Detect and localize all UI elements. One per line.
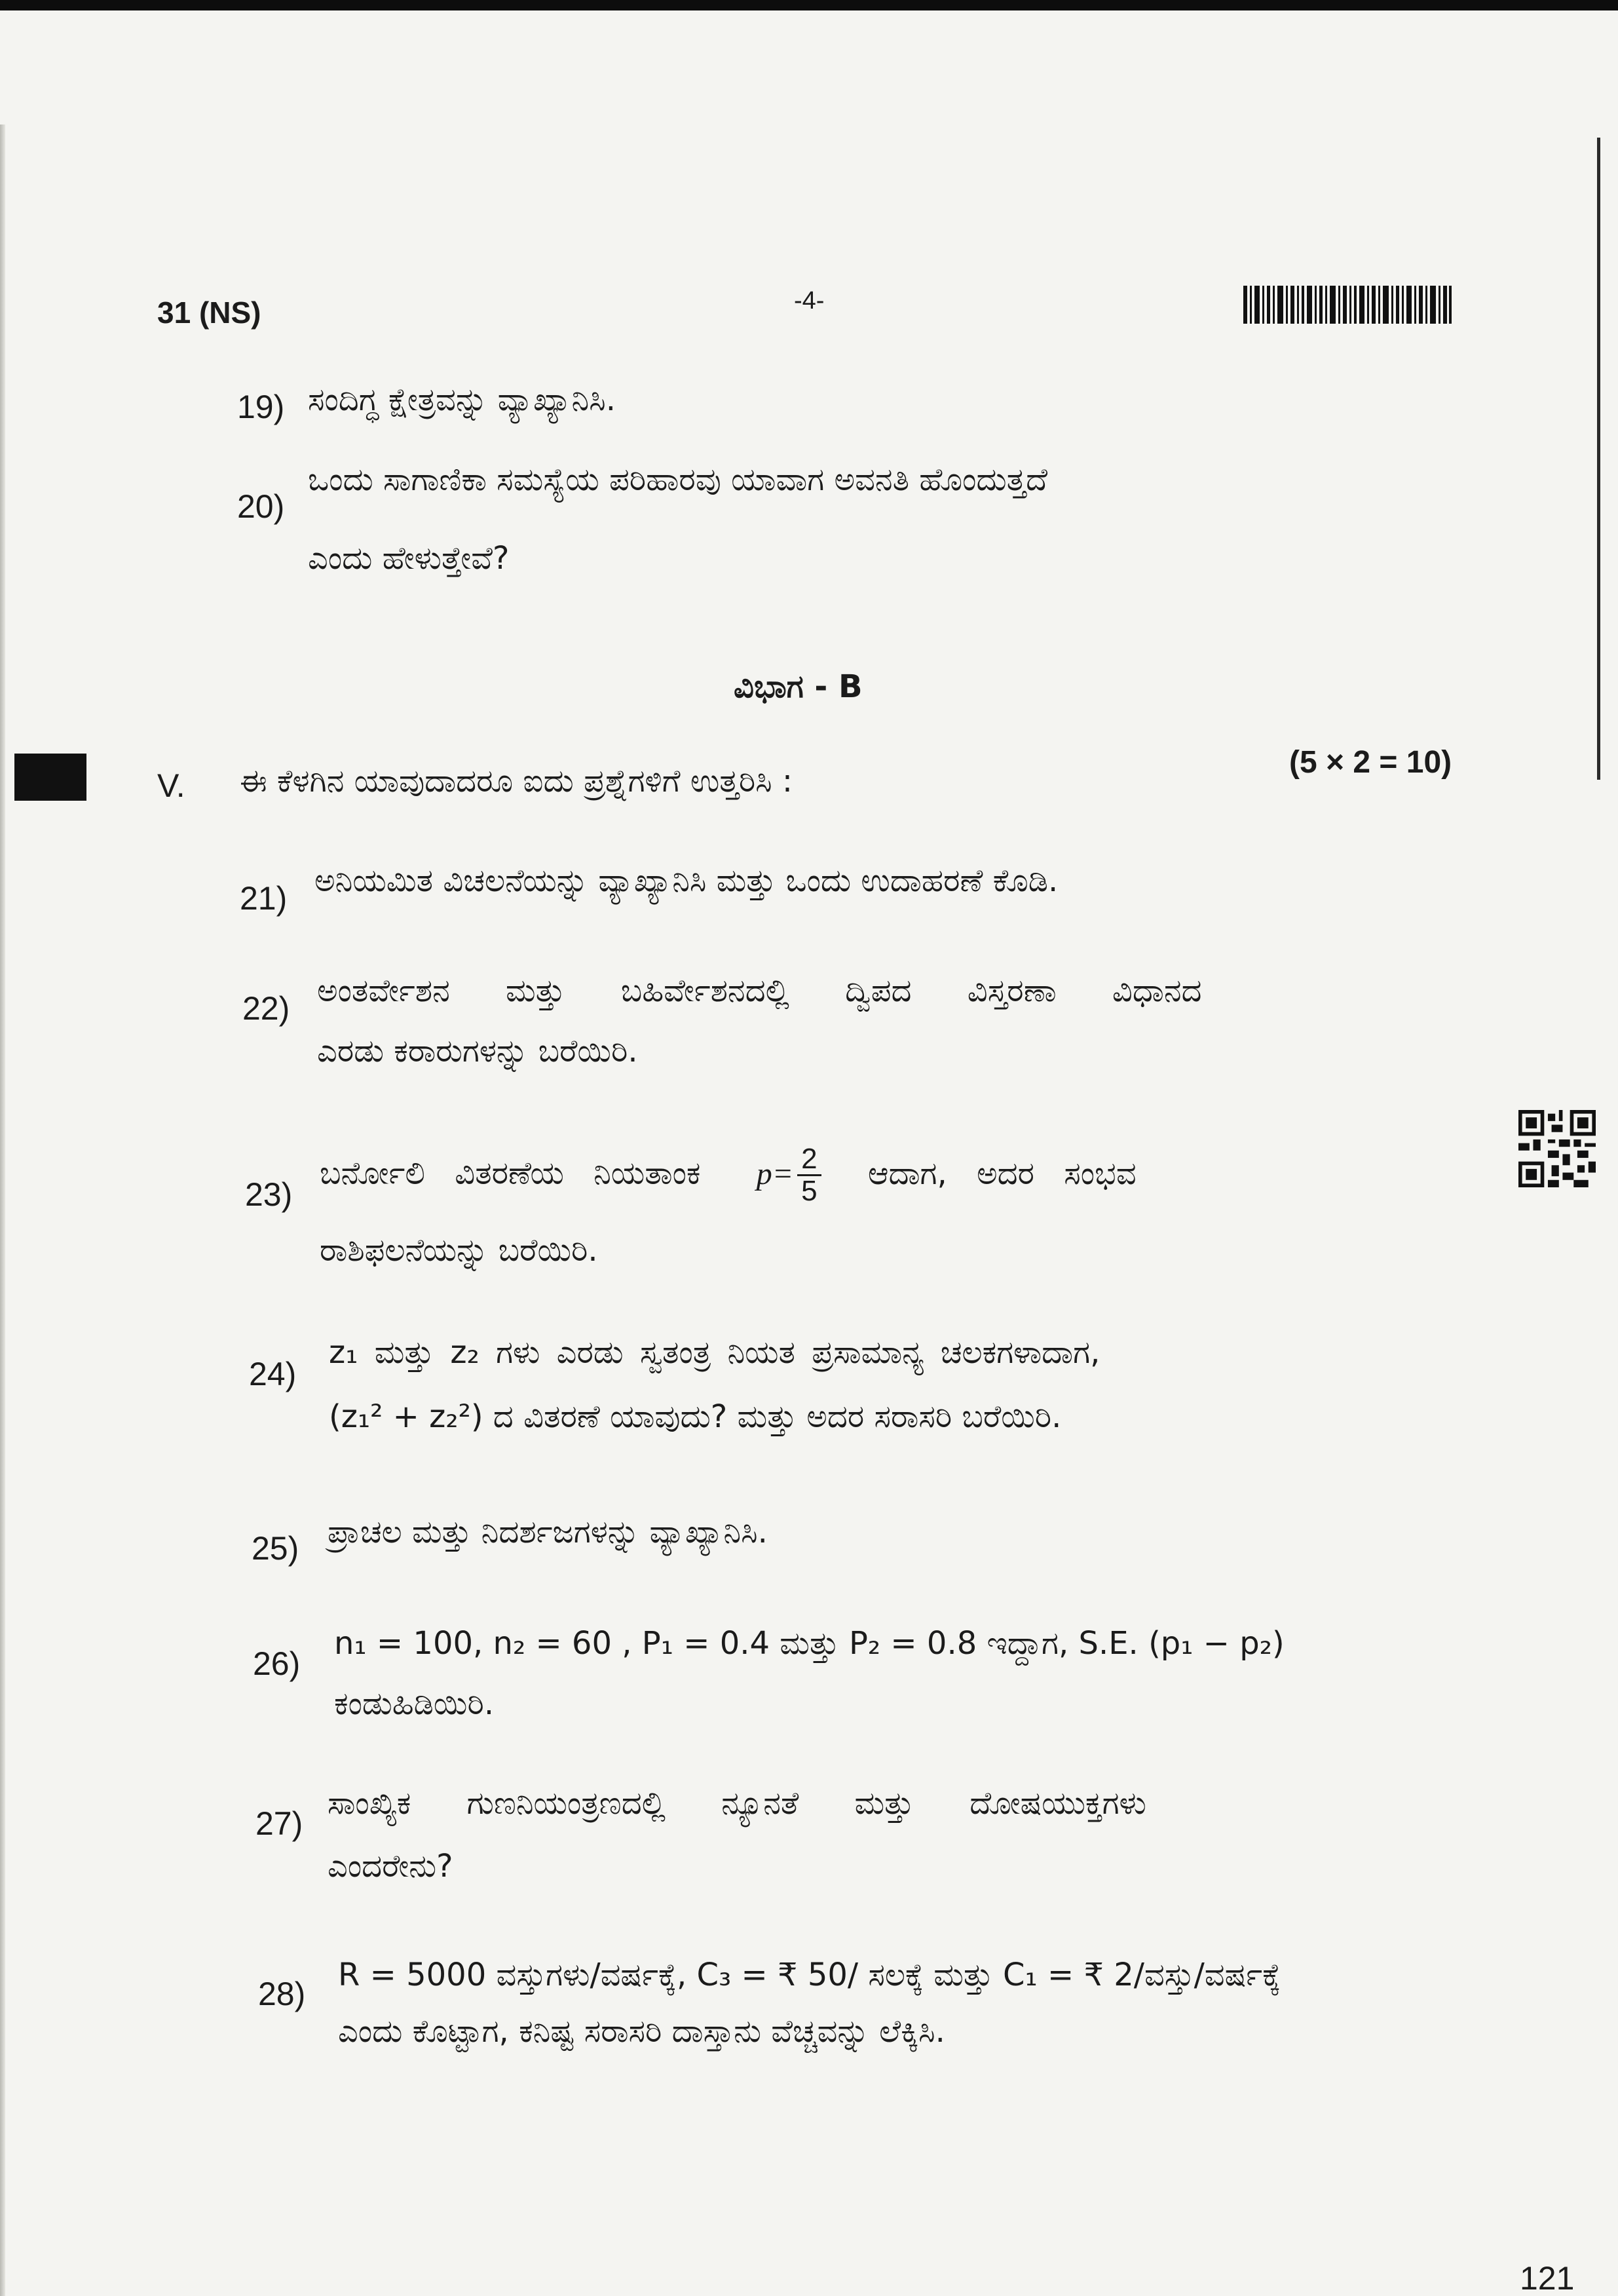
question-text-line-2: ಎಂದರೇನು? — [328, 1848, 453, 1885]
fraction-denominator: 5 — [801, 1175, 818, 1208]
question-text-part-2: ಆದಾಗ, ಅದರ ಸಂಭವ — [867, 1155, 1137, 1192]
paper-code: 31 (NS) — [157, 296, 261, 330]
question-number: 26) — [253, 1645, 301, 1682]
variable-p: p= — [756, 1156, 794, 1191]
question-number: 24) — [249, 1356, 297, 1392]
question-number: 27) — [255, 1805, 303, 1842]
fraction-numerator: 2 — [797, 1144, 821, 1176]
section-marks: (5 × 2 = 10) — [1289, 745, 1452, 780]
footer-page-number: 121 — [1520, 2260, 1575, 2296]
question-text-line-2: (z₁² + z₂²) ದ ವಿತರಣೆ ಯಾವುದು? ಮತ್ತು ಅದರ ಸರಾಸರಿ ಬರೆಯಿರಿ. — [329, 1398, 1062, 1435]
left-binding-edge — [0, 124, 5, 2296]
registration-mark — [14, 754, 86, 801]
question-text-line-1: z₁ ಮತ್ತು z₂ ಗಳು ಎರಡು ಸ್ವತಂತ್ರ ನಿಯತ ಪ್ರಸಾಮಾನ್ಯ ಚಲಕಗಳಾದಾಗ, — [329, 1334, 1101, 1371]
question-text-part-1: ಬರ್ನೋಲಿ ವಿತರಣೆಯ ನಿಯತಾಂಕ — [320, 1155, 701, 1192]
question-text-line-1: ಅಂತರ್ವೇಶನ ಮತ್ತು ಬಹಿರ್ವೇಶನದಲ್ಲಿ ದ್ವಿಪದ ವಿಸ್ತರಣಾ ವಿಧಾನದ — [317, 972, 1202, 1009]
section-title: ವಿಭಾಗ - B — [734, 668, 863, 705]
right-margin-rule — [1597, 138, 1600, 780]
question-number: 21) — [240, 880, 288, 917]
question-text-line-1: R = 5000 ವಸ್ತುಗಳು/ವರ್ಷಕ್ಕೆ, C₃ = ₹ 50/ ಸಲಕ್ಕೆ ಮತ್ತು C₁ = ₹ 2/ವಸ್ತು/ವರ್ಷಕ್ಕೆ — [338, 1957, 1281, 1993]
top-border — [0, 0, 1618, 10]
question-text-line-1: ಸಾಂಖ್ಯಿಕ ಗುಣನಿಯಂತ್ರಣದಲ್ಲಿ ನ್ಯೂನತೆ ಮತ್ತು ದೋಷಯುಕ್ತಗಳು — [328, 1785, 1146, 1822]
question-text-line-2: ಎಂದು ಹೇಳುತ್ತೇವೆ? — [308, 540, 510, 577]
question-text-line-2: ಕಂಡುಹಿಡಿಯಿರಿ. — [334, 1685, 495, 1722]
question-text: ಸಂದಿಗ್ಧ ಕ್ಷೇತ್ರವನ್ನು ವ್ಯಾಖ್ಯಾನಿಸಿ. — [308, 381, 616, 418]
barcode-icon — [1243, 286, 1452, 324]
question-text: ಅನಿಯಮಿತ ವಿಚಲನೆಯನ್ನು ವ್ಯಾಖ್ಯಾನಿಸಿ ಮತ್ತು ಒಂದು ಉದಾಹರಣೆ ಕೊಡಿ. — [314, 862, 1059, 899]
question-text-line-1 — [320, 1144, 1137, 1206]
question-text-line-1: ಒಂದು ಸಾಗಾಣಿಕಾ ಸಮಸ್ಯೆಯ ಪರಿಹಾರವು ಯಾವಾಗ ಅವನತಿ ಹೊಂದುತ್ತದೆ — [308, 461, 1048, 498]
question-number: 20) — [237, 488, 285, 525]
question-text-line-2: ಎಂದು ಕೊಟ್ಟಾಗ, ಕನಿಷ್ಟ ಸರಾಸರಿ ದಾಸ್ತಾನು ವೆಚ್ಚವನ್ನು ಲೆಕ್ಕಿಸಿ. — [338, 2013, 945, 2050]
question-text-line-2: ರಾಶಿಫಲನೆಯನ್ನು ಬರೆಯಿರಿ. — [320, 1232, 598, 1269]
fraction — [797, 1144, 821, 1206]
question-text: ಪ್ರಾಚಲ ಮತ್ತು ನಿದರ್ಶಜಗಳನ್ನು ವ್ಯಾಖ್ಯಾನಿಸಿ. — [328, 1514, 768, 1550]
question-number: 22) — [242, 990, 290, 1027]
question-number: 25) — [252, 1530, 299, 1567]
section-roman-number: V. — [157, 767, 185, 804]
question-number: 28) — [258, 1976, 306, 2012]
question-text-line-2: ಎರಡು ಕರಾರುಗಳನ್ನು ಬರೆಯಿರಿ. — [317, 1033, 638, 1069]
section-instruction: ಈ ಕೆಳಗಿನ ಯಾವುದಾದರೂ ಐದು ಪ್ರಶ್ನೆಗಳಿಗೆ ಉತ್ತರಿಸಿ : — [240, 763, 793, 799]
question-number: 23) — [245, 1176, 293, 1213]
question-number: 19) — [237, 389, 285, 425]
page-indicator: -4- — [794, 287, 825, 315]
qr-code-icon — [1518, 1110, 1596, 1187]
question-text-line-1: n₁ = 100, n₂ = 60 , P₁ = 0.4 ಮತ್ತು P₂ = 0.8 ಇದ್ದಾಗ, S.E. (p₁ − p₂) — [334, 1625, 1285, 1662]
